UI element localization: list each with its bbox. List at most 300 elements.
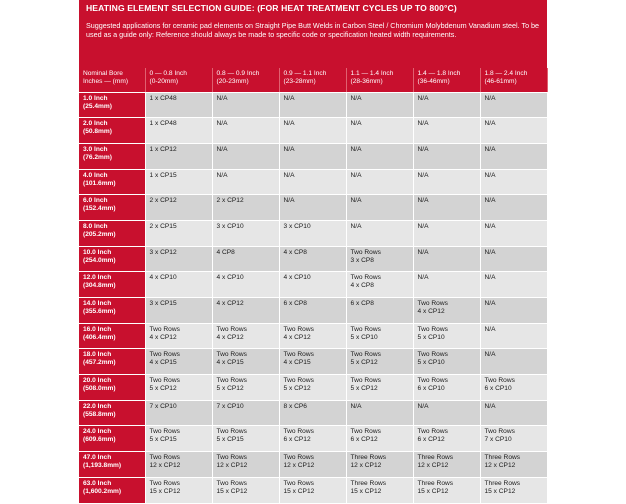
cell-text-line: Two Rows: [417, 428, 448, 436]
element-spec-cell: [279, 426, 346, 452]
cell-text-line: Three Rows: [350, 479, 387, 487]
column-header-range: [346, 68, 413, 92]
column-header-range: [145, 68, 212, 92]
cell-text-line: N/A: [350, 197, 362, 205]
element-spec-cell: [480, 298, 547, 324]
cell-text-line: Inches — (mm): [83, 78, 129, 85]
element-spec-cell: [279, 143, 346, 169]
cell-text-line: (46-61mm): [484, 78, 517, 85]
element-spec-cell: [212, 400, 279, 426]
bore-size-cell: [79, 298, 145, 324]
table-row: [79, 118, 547, 144]
bore-size-cell: [79, 169, 145, 195]
cell-text-line: 4 x CP10: [149, 274, 177, 282]
cell-text-line: (508.0mm): [83, 385, 116, 393]
element-spec-cell: [212, 220, 279, 246]
element-spec-cell: [480, 246, 547, 272]
cell-text-line: (25.4mm): [83, 102, 112, 110]
cell-text-line: 12 x CP12: [484, 462, 516, 470]
cell-text-line: 1.1 — 1.4 Inch: [350, 70, 394, 77]
cell-text-line: Two Rows: [216, 325, 247, 333]
element-spec-cell: [279, 92, 346, 118]
element-spec-cell: [212, 477, 279, 503]
cell-text-line: 18.0 Inch: [83, 351, 112, 359]
cell-text-line: 12.0 Inch: [83, 274, 112, 282]
cell-text-line: 1.8 — 2.4 Inch: [484, 70, 528, 77]
cell-text-line: 6 x CP12: [417, 436, 445, 444]
cell-text-line: 4 x CP8: [350, 282, 374, 290]
cell-text-line: N/A: [417, 222, 429, 230]
cell-text-line: N/A: [283, 94, 295, 102]
element-spec-cell: [212, 195, 279, 221]
element-spec-cell: [145, 272, 212, 298]
element-spec-cell: [279, 349, 346, 375]
element-spec-cell: [346, 272, 413, 298]
cell-text-line: N/A: [484, 274, 496, 282]
cell-text-line: 10.0 Inch: [83, 248, 112, 256]
bore-size-cell: [79, 143, 145, 169]
element-spec-cell: [413, 220, 480, 246]
cell-text-line: Two Rows: [283, 351, 314, 359]
cell-text-line: (28-36mm): [350, 78, 383, 85]
cell-text-line: (76.2mm): [83, 153, 112, 161]
cell-text-line: 2 x CP12: [149, 197, 177, 205]
cell-text-line: 5 x CP12: [350, 385, 378, 393]
cell-text-line: (355.6mm): [83, 308, 116, 315]
cell-text-line: (1,193.8mm): [83, 462, 122, 470]
cell-text-line: 6 x CP10: [417, 385, 445, 393]
cell-text-line: 63.0 Inch: [83, 479, 112, 487]
cell-text-line: 4 x CP12: [417, 308, 445, 315]
title-banner: [79, 0, 547, 68]
cell-text-line: N/A: [350, 171, 362, 179]
element-spec-cell: [413, 400, 480, 426]
cell-text-line: Two Rows: [283, 454, 314, 462]
table-row: [79, 375, 547, 401]
element-spec-cell: [480, 477, 547, 503]
cell-text-line: Two Rows: [350, 351, 381, 359]
cell-text-line: 4 x CP12: [283, 333, 311, 341]
cell-text-line: (457.2mm): [83, 359, 116, 367]
cell-text-line: N/A: [283, 120, 295, 128]
element-spec-cell: [346, 118, 413, 144]
element-spec-cell: [145, 477, 212, 503]
cell-text-line: Two Rows: [216, 428, 247, 436]
element-spec-cell: [413, 246, 480, 272]
cell-text-line: N/A: [216, 171, 228, 179]
cell-text-line: 47.0 Inch: [83, 454, 112, 462]
cell-text-line: 15 x CP12: [149, 487, 181, 495]
element-spec-cell: [212, 375, 279, 401]
element-spec-cell: [413, 195, 480, 221]
cell-text-line: 7 x CP10: [216, 402, 244, 410]
column-header-range: [413, 68, 480, 92]
element-spec-cell: [346, 477, 413, 503]
cell-text-line: (152.4mm): [83, 205, 116, 213]
element-spec-cell: [413, 169, 480, 195]
element-spec-cell: [145, 375, 212, 401]
cell-text-line: (23-28mm): [283, 78, 316, 85]
element-spec-cell: [279, 195, 346, 221]
cell-text-line: 2 x CP15: [149, 222, 177, 230]
element-spec-cell: [279, 246, 346, 272]
cell-text-line: N/A: [417, 120, 429, 128]
cell-text-line: (50.8mm): [83, 128, 112, 136]
cell-text-line: N/A: [484, 145, 496, 153]
cell-text-line: N/A: [417, 197, 429, 205]
cell-text-line: N/A: [283, 171, 295, 179]
element-spec-cell: [279, 220, 346, 246]
element-spec-cell: [346, 298, 413, 324]
cell-text-line: Two Rows: [149, 479, 180, 487]
element-spec-cell: [212, 272, 279, 298]
cell-text-line: N/A: [350, 120, 362, 128]
element-spec-cell: [346, 92, 413, 118]
cell-text-line: 12 x CP12: [417, 462, 449, 470]
element-spec-cell: [480, 400, 547, 426]
element-spec-cell: [145, 169, 212, 195]
cell-text-line: 1 x CP48: [149, 120, 177, 128]
intro-text: Suggested applications for ceramic pad elements on Straight Pipe Butt Welds in Carbon Steel / Chromium Molybdenum Vanadium steel. To be used as a guide only: Reference should always be made to specific code or specification heated width requirements.: [86, 21, 540, 40]
table-row: [79, 246, 547, 272]
table-row: [79, 169, 547, 195]
cell-text-line: Two Rows: [216, 479, 247, 487]
cell-text-line: Two Rows: [350, 274, 381, 282]
element-spec-cell: [480, 220, 547, 246]
cell-text-line: 0 — 0.8 Inch: [149, 70, 187, 77]
element-spec-cell: [413, 298, 480, 324]
table-body: [79, 92, 547, 503]
element-spec-cell: [145, 195, 212, 221]
element-spec-cell: [480, 169, 547, 195]
cell-text-line: (304.8mm): [83, 282, 116, 290]
element-spec-cell: [145, 323, 212, 349]
cell-text-line: 6 x CP12: [283, 436, 311, 444]
cell-text-line: 1.4 — 1.8 Inch: [417, 70, 461, 77]
cell-text-line: 5 x CP10: [417, 359, 445, 367]
cell-text-line: Two Rows: [149, 377, 180, 385]
cell-text-line: 5 x CP15: [149, 436, 177, 444]
cell-text-line: Two Rows: [149, 351, 180, 359]
bore-size-cell: [79, 349, 145, 375]
cell-text-line: 12 x CP12: [216, 462, 248, 470]
column-header-range: [480, 68, 547, 92]
element-spec-cell: [480, 323, 547, 349]
cell-text-line: 24.0 Inch: [83, 428, 112, 436]
element-spec-cell: [212, 118, 279, 144]
table-row: [79, 92, 547, 118]
table-row: [79, 400, 547, 426]
cell-text-line: 15 x CP12: [484, 487, 516, 495]
cell-text-line: 5 x CP10: [350, 333, 378, 341]
cell-text-line: Two Rows: [484, 428, 515, 436]
cell-text-line: 6 x CP8: [350, 300, 374, 307]
cell-text-line: N/A: [283, 197, 295, 205]
bore-size-cell: [79, 426, 145, 452]
element-spec-cell: [413, 118, 480, 144]
element-spec-cell: [145, 298, 212, 324]
cell-text-line: 0.9 — 1.1 Inch: [283, 70, 327, 77]
cell-text-line: 4 x CP12: [216, 333, 244, 341]
element-spec-cell: [145, 400, 212, 426]
element-spec-cell: [346, 375, 413, 401]
table-row: [79, 195, 547, 221]
cell-text-line: N/A: [350, 222, 362, 230]
cell-text-line: 4 x CP12: [216, 300, 244, 307]
element-spec-cell: [212, 298, 279, 324]
element-spec-cell: [346, 400, 413, 426]
element-spec-cell: [212, 323, 279, 349]
bore-size-cell: [79, 375, 145, 401]
cell-text-line: Two Rows: [283, 479, 314, 487]
cell-text-line: 20.0 Inch: [83, 377, 112, 385]
cell-text-line: Two Rows: [417, 351, 448, 359]
element-spec-cell: [413, 426, 480, 452]
cell-text-line: N/A: [484, 94, 496, 102]
cell-text-line: 15 x CP12: [216, 487, 248, 495]
cell-text-line: 14.0 Inch: [83, 300, 112, 307]
cell-text-line: 4 x CP10: [216, 274, 244, 282]
element-spec-cell: [212, 92, 279, 118]
cell-text-line: 12 x CP12: [149, 462, 181, 470]
cell-text-line: N/A: [484, 300, 496, 307]
cell-text-line: 6 x CP10: [484, 385, 512, 393]
table-row: [79, 143, 547, 169]
element-spec-cell: [480, 272, 547, 298]
cell-text-line: 1 x CP15: [149, 171, 177, 179]
element-spec-cell: [480, 349, 547, 375]
cell-text-line: Three Rows: [417, 479, 454, 487]
cell-text-line: 15 x CP12: [350, 487, 382, 495]
cell-text-line: (558.8mm): [83, 410, 116, 418]
column-header-range: [279, 68, 346, 92]
bore-size-cell: [79, 246, 145, 272]
element-spec-cell: [480, 452, 547, 478]
cell-text-line: N/A: [484, 402, 496, 410]
element-spec-cell: [413, 452, 480, 478]
cell-text-line: Two Rows: [149, 428, 180, 436]
cell-text-line: Two Rows: [283, 377, 314, 385]
element-spec-cell: [413, 92, 480, 118]
cell-text-line: Two Rows: [350, 248, 381, 256]
element-spec-cell: [413, 143, 480, 169]
cell-text-line: 3 x CP10: [216, 222, 244, 230]
bore-size-cell: [79, 323, 145, 349]
element-spec-cell: [212, 426, 279, 452]
cell-text-line: Two Rows: [350, 428, 381, 436]
cell-text-line: N/A: [350, 402, 362, 410]
bore-size-cell: [79, 220, 145, 246]
table-row: [79, 220, 547, 246]
element-spec-cell: [279, 272, 346, 298]
header-row: [79, 68, 547, 92]
cell-text-line: 3 x CP8: [350, 256, 374, 264]
cell-text-line: 0.8 — 0.9 Inch: [216, 70, 260, 77]
cell-text-line: Three Rows: [484, 454, 521, 462]
cell-text-line: N/A: [417, 145, 429, 153]
element-spec-cell: [145, 143, 212, 169]
cell-text-line: Two Rows: [350, 377, 381, 385]
cell-text-line: Two Rows: [216, 377, 247, 385]
cell-text-line: 1 x CP48: [149, 94, 177, 102]
cell-text-line: N/A: [484, 197, 496, 205]
element-spec-cell: [346, 195, 413, 221]
cell-text-line: (20-23mm): [216, 78, 249, 85]
cell-text-line: Two Rows: [216, 351, 247, 359]
element-spec-cell: [413, 323, 480, 349]
element-spec-cell: [279, 452, 346, 478]
cell-text-line: Two Rows: [350, 325, 381, 333]
bore-size-cell: [79, 400, 145, 426]
cell-text-line: (0-20mm): [149, 78, 179, 85]
table-row: [79, 477, 547, 503]
column-header-nominal-bore: [79, 68, 145, 92]
cell-text-line: 4 x CP8: [283, 248, 307, 256]
element-spec-cell: [346, 349, 413, 375]
cell-text-line: 5 x CP12: [350, 359, 378, 367]
cell-text-line: Two Rows: [417, 377, 448, 385]
cell-text-line: 4 x CP12: [149, 333, 177, 341]
cell-text-line: Two Rows: [484, 377, 515, 385]
cell-text-line: (36-46mm): [417, 78, 450, 85]
cell-text-line: N/A: [484, 222, 496, 230]
cell-text-line: (406.4mm): [83, 333, 116, 341]
cell-text-line: N/A: [216, 120, 228, 128]
cell-text-line: Three Rows: [417, 454, 454, 462]
cell-text-line: 12 x CP12: [283, 462, 315, 470]
cell-text-line: Two Rows: [417, 325, 448, 333]
cell-text-line: 8.0 Inch: [83, 222, 108, 230]
element-spec-cell: [279, 323, 346, 349]
element-spec-cell: [480, 143, 547, 169]
element-spec-cell: [480, 92, 547, 118]
cell-text-line: Two Rows: [283, 325, 314, 333]
cell-text-line: Three Rows: [350, 454, 387, 462]
cell-text-line: 5 x CP10: [417, 333, 445, 341]
element-spec-cell: [413, 375, 480, 401]
cell-text-line: 3 x CP15: [149, 300, 177, 307]
bore-size-cell: [79, 92, 145, 118]
table-row: [79, 323, 547, 349]
cell-text-line: N/A: [484, 248, 496, 256]
cell-text-line: Nominal Bore: [83, 70, 123, 77]
cell-text-line: Two Rows: [417, 300, 448, 307]
cell-text-line: 1 x CP12: [149, 145, 177, 153]
cell-text-line: N/A: [484, 325, 496, 333]
cell-text-line: N/A: [283, 145, 295, 153]
element-spec-cell: [480, 195, 547, 221]
cell-text-line: N/A: [417, 274, 429, 282]
cell-text-line: N/A: [216, 145, 228, 153]
element-spec-cell: [279, 169, 346, 195]
element-spec-cell: [346, 246, 413, 272]
element-spec-cell: [413, 477, 480, 503]
element-spec-cell: [212, 452, 279, 478]
element-spec-cell: [279, 118, 346, 144]
cell-text-line: 8 x CP6: [283, 402, 307, 410]
cell-text-line: N/A: [216, 94, 228, 102]
cell-text-line: 6 x CP12: [350, 436, 378, 444]
cell-text-line: 3 x CP10: [283, 222, 311, 230]
cell-text-line: (609.6mm): [83, 436, 116, 444]
element-spec-cell: [145, 118, 212, 144]
bore-size-cell: [79, 452, 145, 478]
element-spec-cell: [480, 375, 547, 401]
element-spec-cell: [145, 426, 212, 452]
element-spec-cell: [212, 143, 279, 169]
element-spec-cell: [145, 246, 212, 272]
cell-text-line: 15 x CP12: [417, 487, 449, 495]
cell-text-line: 4 x CP10: [283, 274, 311, 282]
cell-text-line: 4 x CP15: [283, 359, 311, 367]
table-header: [79, 68, 547, 92]
bore-size-cell: [79, 195, 145, 221]
cell-text-line: 1.0 Inch: [83, 94, 108, 102]
page-title: HEATING ELEMENT SELECTION GUIDE: (FOR HEAT TREATMENT CYCLES UP TO 800°C): [86, 3, 457, 13]
element-spec-cell: [279, 298, 346, 324]
cell-text-line: (254.0mm): [83, 256, 116, 264]
cell-text-line: N/A: [417, 94, 429, 102]
cell-text-line: Two Rows: [149, 454, 180, 462]
cell-text-line: 22.0 Inch: [83, 402, 112, 410]
cell-text-line: 7 x CP10: [484, 436, 512, 444]
cell-text-line: 5 x CP12: [149, 385, 177, 393]
cell-text-line: (205.2mm): [83, 230, 116, 238]
table-row: [79, 272, 547, 298]
cell-text-line: 4 CP8: [216, 248, 235, 256]
cell-text-line: 4.0 Inch: [83, 171, 108, 179]
cell-text-line: 6.0 Inch: [83, 197, 108, 205]
cell-text-line: 2.0 Inch: [83, 120, 108, 128]
cell-text-line: 5 x CP15: [216, 436, 244, 444]
cell-text-line: N/A: [417, 402, 429, 410]
table-row: [79, 349, 547, 375]
selection-guide-table: [79, 68, 548, 504]
element-spec-cell: [279, 400, 346, 426]
cell-text-line: (1,600.2mm): [83, 487, 122, 495]
bore-size-cell: [79, 477, 145, 503]
cell-text-line: 4 x CP15: [216, 359, 244, 367]
cell-text-line: (101.6mm): [83, 179, 116, 187]
element-spec-cell: [145, 220, 212, 246]
cell-text-line: 5 x CP12: [216, 385, 244, 393]
cell-text-line: N/A: [484, 120, 496, 128]
bore-size-cell: [79, 272, 145, 298]
element-spec-cell: [145, 92, 212, 118]
cell-text-line: Two Rows: [216, 454, 247, 462]
element-spec-cell: [212, 169, 279, 195]
bore-size-cell: [79, 118, 145, 144]
element-spec-cell: [413, 349, 480, 375]
element-spec-cell: [346, 452, 413, 478]
element-spec-cell: [413, 272, 480, 298]
cell-text-line: 3 x CP12: [149, 248, 177, 256]
column-header-range: [212, 68, 279, 92]
cell-text-line: N/A: [484, 351, 496, 359]
cell-text-line: 7 x CP10: [149, 402, 177, 410]
element-spec-cell: [346, 169, 413, 195]
cell-text-line: N/A: [417, 248, 429, 256]
cell-text-line: Two Rows: [149, 325, 180, 333]
cell-text-line: N/A: [417, 171, 429, 179]
element-spec-cell: [480, 118, 547, 144]
cell-text-line: 4 x CP15: [149, 359, 177, 367]
element-spec-cell: [480, 426, 547, 452]
cell-text-line: N/A: [484, 171, 496, 179]
element-spec-cell: [145, 349, 212, 375]
table-row: [79, 426, 547, 452]
cell-text-line: 6 x CP8: [283, 300, 307, 307]
